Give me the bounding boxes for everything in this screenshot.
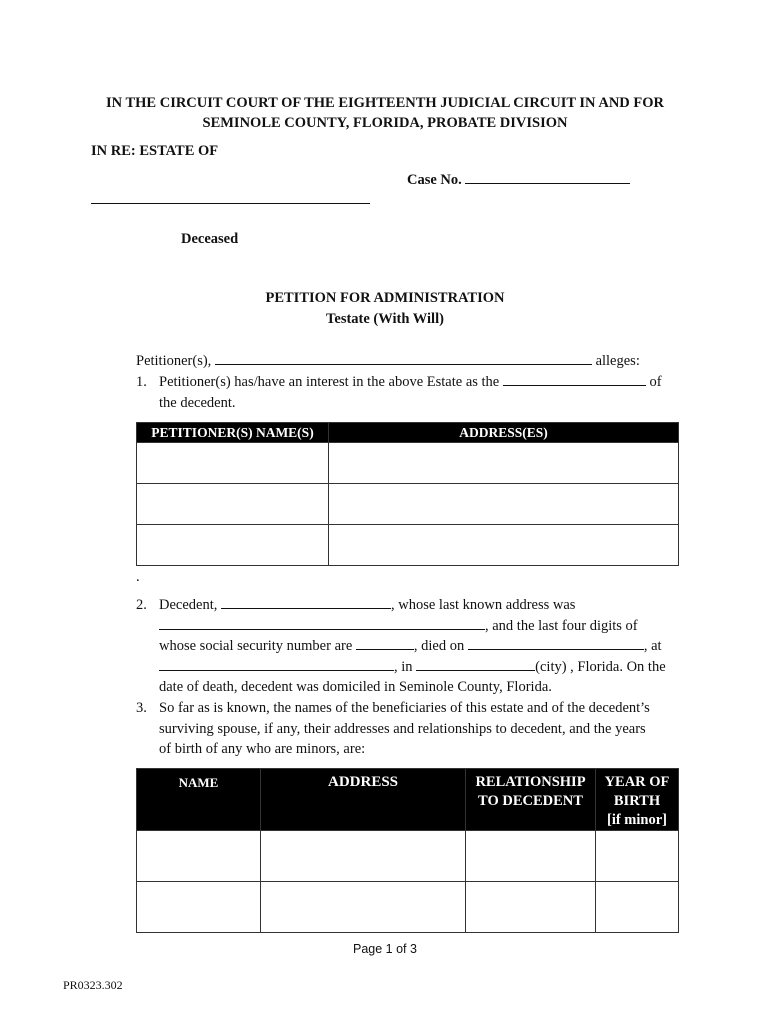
petitioner-name-cell[interactable] <box>137 443 329 484</box>
court-heading-line2: SEMINOLE COUNTY, FLORIDA, PROBATE DIVISION <box>202 115 568 131</box>
last-address-field[interactable] <box>159 617 485 630</box>
court-heading <box>60 93 710 133</box>
beneficiary-name-cell[interactable] <box>137 882 261 933</box>
petition-title <box>160 288 610 330</box>
item-3-number: 3. <box>136 700 147 716</box>
table-row <box>137 484 679 525</box>
last-address-label: , whose last known address was <box>391 597 576 613</box>
petitioner-address-cell[interactable] <box>329 484 679 525</box>
petitioners-label: Petitioner(s), <box>136 353 212 369</box>
beneficiary-year-cell[interactable] <box>596 831 679 882</box>
item-1-number: 1. <box>136 374 147 390</box>
col-addresses: ADDRESS(ES) <box>329 423 679 443</box>
col-petitioner-names: PETITIONER(S) NAME(S) <box>137 423 329 443</box>
table-row <box>137 831 679 882</box>
ssn-field[interactable] <box>356 637 414 650</box>
page-number: Page 1 of 3 <box>353 942 417 956</box>
col-year-line2: BIRTH <box>613 793 661 809</box>
decedent-name-line[interactable] <box>91 203 370 204</box>
petitioner-name-cell[interactable] <box>137 525 329 566</box>
city-label: (city) , Florida. On the <box>535 658 666 675</box>
table-row <box>137 525 679 566</box>
col-relationship-line1: RELATIONSHIP <box>475 774 586 790</box>
col-relationship <box>466 769 596 831</box>
table-header-row <box>137 423 679 443</box>
beneficiary-address-cell[interactable] <box>261 882 466 933</box>
item-3-line1: So far as is known, the names of the beneficiaries of this estate and of the decedent’s <box>159 700 650 716</box>
petitioner-address-cell[interactable] <box>329 443 679 484</box>
place-of-death-field[interactable] <box>159 658 394 671</box>
item-2-line5: date of death, decedent was domiciled in Seminole County, Florida. <box>159 679 552 695</box>
case-number-label: Case No. <box>407 172 462 188</box>
beneficiary-year-cell[interactable] <box>596 882 679 933</box>
item-1-line1 <box>159 372 662 393</box>
item-2-number: 2. <box>136 597 147 613</box>
last-four-label: , and the last four digits of <box>485 617 638 634</box>
court-heading-line1: IN THE CIRCUIT COURT OF THE EIGHTEENTH JUDICIAL CIRCUIT IN AND FOR <box>106 95 664 111</box>
col-address: ADDRESS <box>261 769 466 831</box>
item-1-line2: the decedent. <box>159 394 236 411</box>
form-code: PR0323.302 <box>63 978 123 992</box>
petitioners-line <box>136 351 640 372</box>
petitioner-name-cell[interactable] <box>137 484 329 525</box>
case-number-field[interactable] <box>465 171 630 184</box>
table-header-row <box>137 769 679 831</box>
petitioners-field[interactable] <box>215 352 592 365</box>
beneficiary-relationship-cell[interactable] <box>466 831 596 882</box>
item-3-line2: surviving spouse, if any, their addresses and relationships to decedent, and the years <box>159 720 646 737</box>
item-2-line1 <box>159 595 575 616</box>
item-1 <box>0 372 770 414</box>
deceased-label: Deceased <box>181 231 239 247</box>
item-2 <box>0 595 770 700</box>
item-3-line3: of birth of any who are minors, are: <box>159 741 366 757</box>
item-1-of: of <box>649 374 662 390</box>
table-row <box>137 443 679 484</box>
item-2-line4 <box>159 657 666 678</box>
decedent-label: Decedent, <box>159 597 218 613</box>
date-of-death-field[interactable] <box>468 637 644 650</box>
alleges-label: alleges: <box>595 353 640 369</box>
item-2-line3 <box>159 636 662 657</box>
petition-title-sub: Testate (With Will) <box>326 311 444 327</box>
died-on-label: , died on <box>413 638 465 654</box>
beneficiary-address-cell[interactable] <box>261 831 466 882</box>
item-3 <box>0 698 770 761</box>
col-year-line1: YEAR OF <box>604 774 670 790</box>
decedent-name-field[interactable] <box>221 596 391 609</box>
case-number <box>407 171 630 189</box>
city-field[interactable] <box>416 658 535 671</box>
beneficiaries-table <box>136 768 679 933</box>
item-1-text: Petitioner(s) has/have an interest in the above Estate as the <box>159 374 500 390</box>
in-label: , in <box>394 658 413 675</box>
stray-dot: . <box>136 569 140 585</box>
col-year-of-birth <box>596 769 679 831</box>
item-2-line2 <box>159 616 638 637</box>
table-row <box>137 882 679 933</box>
petitioner-address-cell[interactable] <box>329 525 679 566</box>
col-year-line3: [if minor] <box>607 812 667 828</box>
col-name: NAME <box>137 769 261 831</box>
col-relationship-line2: TO DECEDENT <box>478 793 583 809</box>
beneficiary-relationship-cell[interactable] <box>466 882 596 933</box>
in-re-label: IN RE: ESTATE OF <box>91 143 219 159</box>
petitioners-table <box>136 422 679 566</box>
beneficiary-name-cell[interactable] <box>137 831 261 882</box>
ssn-label: whose social security number are <box>159 638 353 654</box>
petition-title-main: PETITION FOR ADMINISTRATION <box>265 290 505 306</box>
interest-field[interactable] <box>503 373 646 386</box>
at-label: , at <box>643 638 662 654</box>
